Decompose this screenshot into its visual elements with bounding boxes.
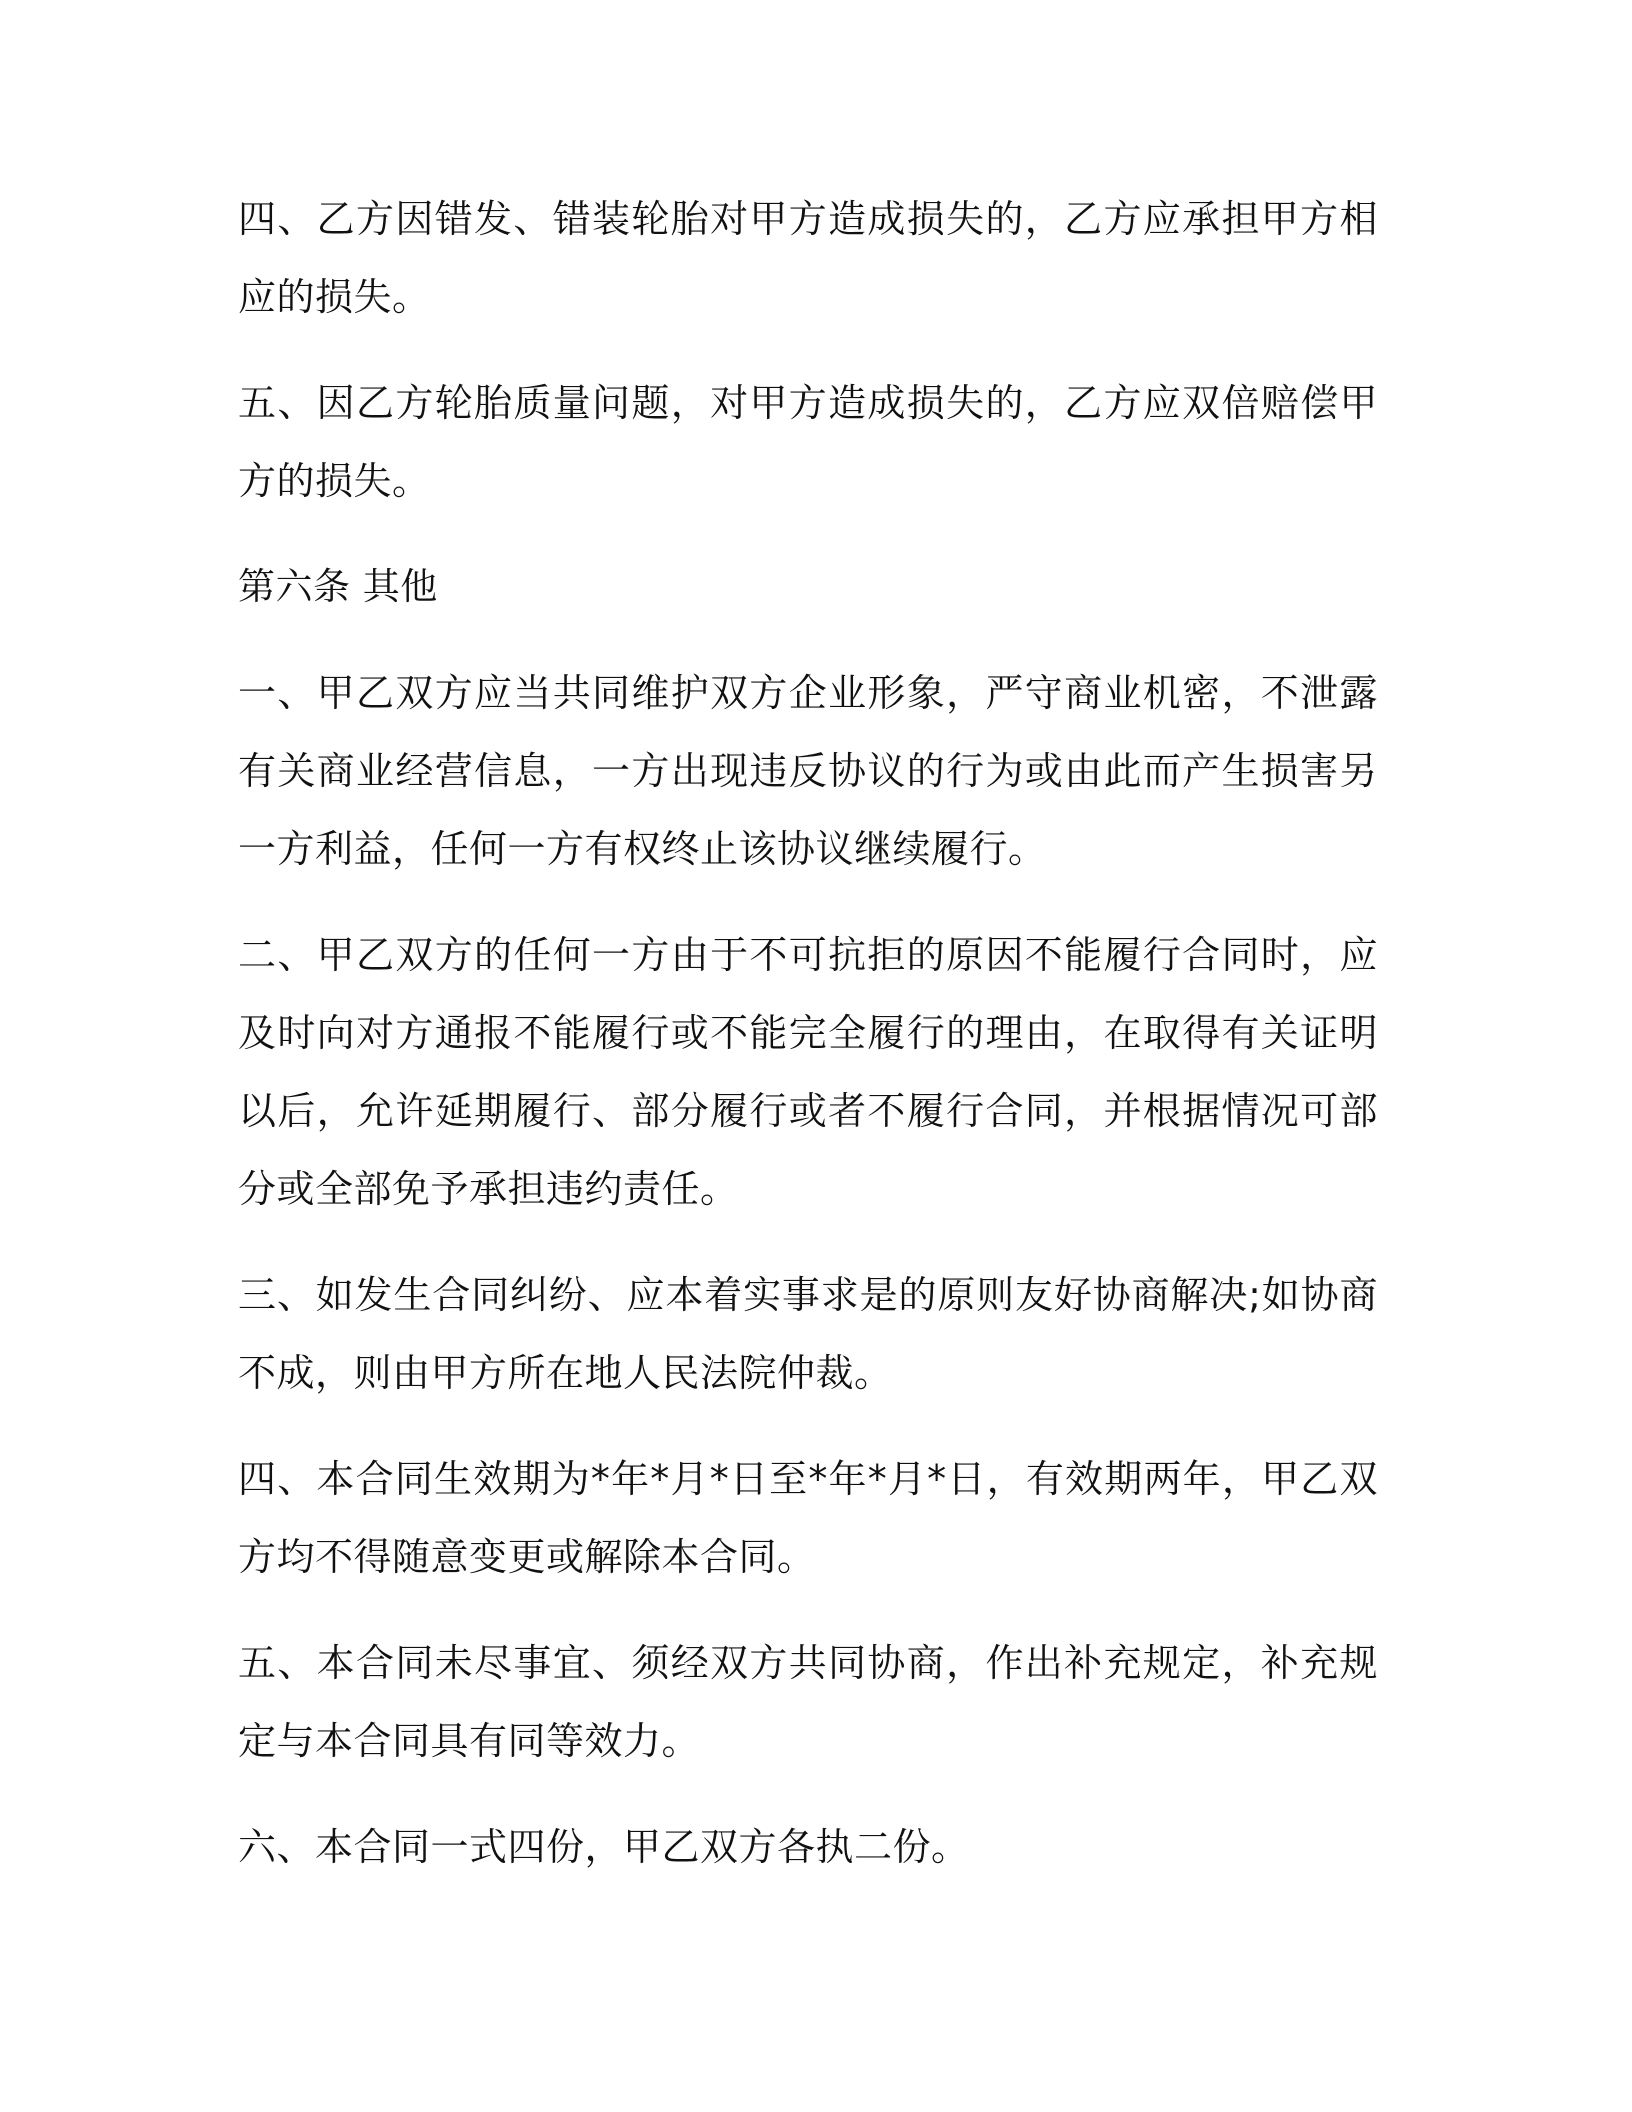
clause-paragraph: 六、本合同一式四份，甲乙双方各执二份。 bbox=[238, 1825, 970, 1869]
clause-paragraph: 一、甲乙双方应当共同维护双方企业形象，严守商业机密，不泄露有关商业经营信息，一方出现违反协议的行为或由此而产生损害另一方利益，任何一方有权终止该协议继续履行。 bbox=[238, 671, 1378, 871]
clause-paragraph: 五、因乙方轮胎质量问题，对甲方造成损失的，乙方应双倍赔偿甲方的损失。 bbox=[238, 381, 1378, 503]
clause-paragraph: 三、如发生合同纠纷、应本着实事求是的原则友好协商解决;如协商不成，则由甲方所在地人民法院仲裁。 bbox=[238, 1273, 1378, 1395]
clause-paragraph: 四、本合同生效期为*年*月*日至*年*月*日，有效期两年，甲乙双方均不得随意变更或解除本合同。 bbox=[238, 1457, 1378, 1579]
clause-paragraph: 四、乙方因错发、错装轮胎对甲方造成损失的，乙方应承担甲方相应的损失。 bbox=[238, 197, 1378, 319]
clause-paragraph: 五、本合同未尽事宜、须经双方共同协商，作出补充规定，补充规定与本合同具有同等效力。 bbox=[238, 1641, 1378, 1763]
document-body bbox=[238, 180, 1378, 1914]
section-heading: 第六条 其他 bbox=[238, 565, 438, 608]
clause-paragraph: 二、甲乙双方的任何一方由于不可抗拒的原因不能履行合同时，应及时向对方通报不能履行或不能完全履行的理由，在取得有关证明以后，允许延期履行、部分履行或者不履行合同，并根据情况可部分或全部免予承担违约责任。 bbox=[238, 933, 1378, 1211]
